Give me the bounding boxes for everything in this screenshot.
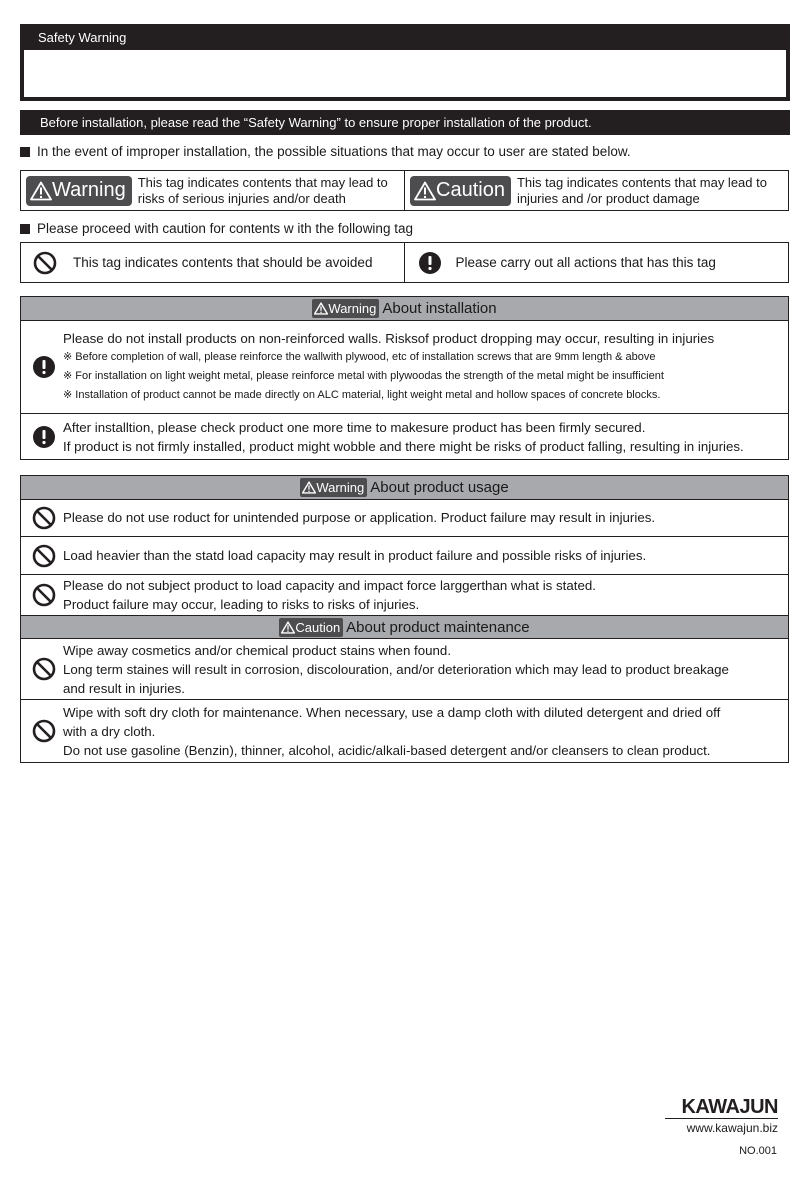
caution-tag-label: Caution bbox=[436, 179, 505, 201]
intro-line-symbols bbox=[20, 221, 413, 236]
installation-note: ※ Before completion of wall, please reinforce the wallwith plywood, etc of installation screws that are 9mm length & above bbox=[63, 351, 656, 363]
brand-logo bbox=[665, 1096, 778, 1135]
caution-tag bbox=[410, 176, 511, 206]
warning-triangle-icon bbox=[314, 302, 328, 315]
usage-section-title: About product usage bbox=[370, 479, 509, 496]
maintenance-item-1-text bbox=[21, 641, 788, 698]
safety-warning-title-block bbox=[20, 24, 790, 101]
warning-tag bbox=[312, 299, 379, 318]
square-bullet-icon bbox=[20, 224, 30, 234]
installation-section-header bbox=[21, 297, 788, 321]
brand-name: KAWAJUN bbox=[665, 1096, 778, 1119]
prohibited-circle-icon bbox=[32, 583, 56, 607]
installation-item-2-line: If product is not firmly installed, product might wobble and there might be risks of product falling, resulting in injuries. bbox=[63, 439, 744, 454]
action-legend-cell bbox=[404, 243, 789, 282]
warning-triangle-icon bbox=[302, 481, 316, 494]
maintenance-item-2-line: Do not use gasoline (Benzin), thinner, alcohol, acidic/alkali-based detergent and/or cleansers to clean product. bbox=[63, 743, 711, 758]
installation-note: ※ For installation on light weight metal, please reinforce metal with plywoodas the strength of the metal might be insufficient bbox=[63, 370, 664, 382]
document-number: NO.001 bbox=[739, 1145, 777, 1157]
warning-legend-text bbox=[138, 175, 388, 207]
prohibited-circle-icon bbox=[33, 251, 57, 275]
warning-desc-line-2: risks of serious injuries and/or death bbox=[137, 190, 346, 206]
page-title: Safety Warning bbox=[38, 30, 127, 45]
usage-section-header bbox=[21, 476, 788, 500]
caution-tag bbox=[279, 618, 343, 637]
usage-item-impact-force bbox=[21, 574, 788, 615]
avoid-legend-text: This tag indicates contents that should be avoided bbox=[73, 255, 373, 270]
usage-item-3-text bbox=[21, 576, 788, 614]
avoid-legend-cell bbox=[21, 243, 404, 282]
installation-item-1-text bbox=[21, 329, 788, 405]
warning-tag bbox=[26, 176, 132, 206]
symbol-legend-row bbox=[20, 242, 789, 283]
warning-tag bbox=[300, 478, 367, 497]
maintenance-section-header bbox=[21, 615, 788, 639]
maintenance-section-title: About product maintenance bbox=[346, 618, 530, 636]
usage-item-1-text: Please do not use roduct for unintended purpose or application. Product failure may result in injuries. bbox=[63, 510, 656, 525]
caution-legend-text bbox=[517, 175, 767, 207]
maintenance-item-1-line: and result in injuries. bbox=[63, 681, 185, 696]
exclamation-circle-icon bbox=[418, 251, 442, 275]
installation-item-1-line: Please do not install products on non-reinforced walls. Risksof product dropping may occur, resulting in injuries bbox=[63, 331, 715, 346]
tag-legend-row bbox=[20, 170, 789, 211]
caution-legend-cell bbox=[404, 171, 788, 210]
installation-item-check-secured bbox=[21, 413, 788, 459]
maintenance-item-2-line: Wipe with soft dry cloth for maintenance. When necessary, use a damp cloth with diluted detergent and dried off bbox=[63, 705, 721, 720]
caution-desc-line-1: This tag indicates contents that may lead to bbox=[516, 174, 767, 190]
installation-note: ※ Installation of product cannot be made directly on ALC material, light weight metal and hollow spaces of concrete blocks. bbox=[63, 389, 661, 401]
installation-section bbox=[20, 296, 789, 460]
maintenance-item-1-line: Wipe away cosmetics and/or chemical product stains when found. bbox=[63, 643, 452, 658]
exclamation-circle-icon bbox=[32, 425, 56, 449]
usage-item-load-capacity bbox=[21, 536, 788, 574]
warning-tag-label: Warning bbox=[52, 179, 126, 201]
warning-triangle-icon bbox=[30, 181, 52, 201]
prohibited-circle-icon bbox=[32, 719, 56, 743]
installation-section-title: About installation bbox=[382, 300, 497, 317]
maintenance-item-soft-cloth bbox=[21, 699, 788, 762]
usage-item-3-line: Product failure may occur, leading to risks to risks of injuries. bbox=[63, 597, 420, 612]
warning-tag-label: Warning bbox=[316, 480, 365, 495]
prohibited-circle-icon bbox=[32, 506, 56, 530]
installation-item-2-line: After installtion, please check product one more time to makesure product has been firmly secured. bbox=[63, 420, 646, 435]
intro-line-1-text: In the event of improper installation, the possible situations that may occur to user are stated below. bbox=[37, 144, 631, 159]
action-legend-text: Please carry out all actions that has this tag bbox=[455, 255, 716, 270]
caution-tag-label: Caution bbox=[295, 619, 341, 635]
warning-desc-line-1: This tag indicates contents that may lead to bbox=[137, 174, 388, 190]
maintenance-item-wipe-stains bbox=[21, 639, 788, 699]
caution-desc-line-2: injuries and /or product damage bbox=[516, 190, 700, 206]
intro-line-situations bbox=[20, 144, 631, 159]
maintenance-item-1-line: Long term staines will result in corrosion, discolouration, and/or deterioration which may lead to product breakage bbox=[63, 662, 729, 677]
brand-url: www.kawajun.biz bbox=[686, 1121, 778, 1135]
warning-triangle-icon bbox=[281, 621, 295, 634]
read-before-install-banner: Before installation, please read the “Safety Warning” to ensure proper installation of the product. bbox=[20, 110, 790, 135]
prohibited-circle-icon bbox=[32, 544, 56, 568]
warning-legend-cell bbox=[21, 171, 404, 210]
warning-tag-label: Warning bbox=[328, 301, 377, 316]
prohibited-circle-icon bbox=[32, 657, 56, 681]
maintenance-item-2-line: with a dry cloth. bbox=[63, 724, 156, 739]
intro-line-2-text: Please proceed with caution for contents w ith the following tag bbox=[37, 221, 413, 236]
usage-item-intended-purpose bbox=[21, 500, 788, 536]
square-bullet-icon bbox=[20, 147, 30, 157]
maintenance-item-2-text bbox=[21, 703, 788, 760]
usage-item-2-text: Load heavier than the statd load capacity may result in product failure and possible risks of injuries. bbox=[63, 548, 647, 563]
usage-item-3-line: Please do not subject product to load capacity and impact force larggerthan what is stated. bbox=[63, 578, 596, 593]
warning-triangle-icon bbox=[414, 181, 436, 201]
exclamation-circle-icon bbox=[32, 355, 56, 379]
installation-item-2-text bbox=[21, 418, 788, 456]
title-content-area bbox=[24, 50, 786, 97]
installation-item-reinforced-walls bbox=[21, 321, 788, 413]
usage-section bbox=[20, 475, 789, 763]
